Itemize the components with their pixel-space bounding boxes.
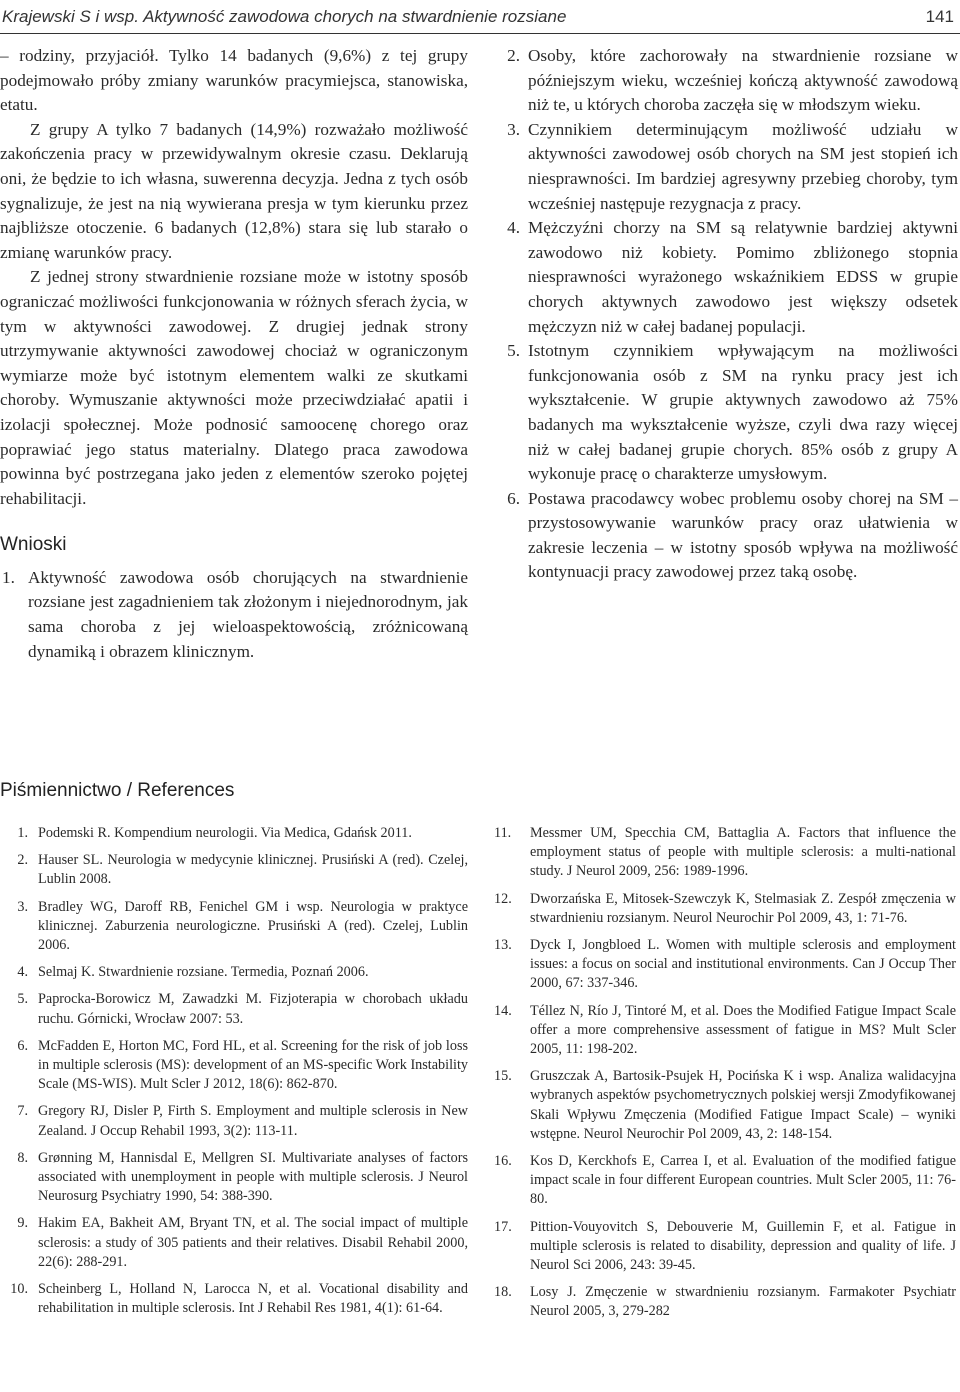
reference-text: Dyck I, Jongbloed L. Women with multiple sclerosis and employment issues: a focus on social and institutional environments. Can J Occup Ther 2000, 67: 337-346. — [530, 937, 956, 992]
conclusion-item — [498, 118, 958, 216]
reference-text: Gregory RJ, Disler P, Firth S. Employment and multiple sclerosis in New Zealand. J Occup Rehabil 1993, 3(2): 113-11. — [38, 1103, 468, 1139]
reference-text: Losy J. Zmęczenie w stwardnieniu rozsianym. Farmakoter Psychiatr Neurol 2005, 3, 279-282 — [530, 1284, 956, 1320]
reference-text: Hakim EA, Bakheit AM, Bryant TN, et al. The social impact of multiple sclerosis: a study of 305 patients and their relatives. Disabil Rehabil 2000, 22(6): 288-291. — [38, 1215, 468, 1270]
reference-number: 12. — [494, 890, 512, 907]
reference-number: 7. — [17, 1103, 28, 1120]
reference-item — [494, 1067, 956, 1144]
conclusion-text: Osoby, które zachorowały na stwardnienie rozsiane w późniejszym wieku, wcześniej kończą aktywność zawodową niż te, u których choroba zaczęła się w młodszym wieku. — [528, 46, 958, 115]
reference-number: 15. — [494, 1068, 512, 1085]
reference-text: Bradley WG, Daroff RB, Fenichel GM i wsp. Neurologia w praktyce klinicznej. Zaburzenia neurologiczne. Prusiński A (red). Czelej, Lublin 2006. — [38, 898, 468, 954]
reference-number: 8. — [17, 1149, 28, 1166]
conclusion-number: 2. — [507, 46, 520, 65]
reference-item — [0, 1102, 468, 1140]
reference-item — [494, 890, 956, 928]
reference-text: McFadden E, Horton MC, Ford HL, et al. Screening for the risk of job loss in multiple sclerosis (MS): development of an MS-specific Work Instability Scale (MS-WIS). Mult Scler J 2012, 18(6): 862-870. — [38, 1037, 468, 1093]
conclusions-list-continued — [498, 44, 958, 585]
reference-number: 9. — [17, 1215, 28, 1232]
reference-item — [494, 936, 956, 994]
conclusion-item — [0, 566, 468, 664]
reference-text: Podemski R. Kompendium neurologii. Via Medica, Gdańsk 2011. — [38, 825, 412, 841]
reference-number: 4. — [17, 964, 28, 981]
conclusion-text: Czynnikiem determinującym możliwość udziału w aktywności zawodowej osób chorych na SM jest stopień ich niesprawności. Im bardziej agresywny przebieg choroby, tym wcześniej następuje rezygnacja z pracy. — [528, 119, 958, 213]
reference-item — [0, 990, 468, 1028]
left-column — [0, 44, 468, 664]
reference-text: Scheinberg L, Holland N, Larocca N, et al. Vocational disability and rehabilitation in multiple sclerosis. Int J Rehabil Res 1981, 4(1): 61-64. — [38, 1281, 468, 1317]
reference-number: 10. — [10, 1281, 28, 1298]
reference-text: Messmer UM, Specchia CM, Battaglia A. Factors that influence the employment status of people with multiple sclerosis: a multi-national study. J Neurol 2009, 256: 1989-1996. — [530, 825, 956, 880]
reference-text: Kos D, Kerckhofs E, Carrea I, et al. Evaluation of the modified fatigue impact scale in four different European countries. Mult Scler 2005, 11: 76-80. — [530, 1153, 956, 1208]
reference-number: 5. — [17, 991, 28, 1008]
reference-item — [494, 1152, 956, 1210]
running-header — [0, 0, 960, 34]
reference-number: 2. — [17, 852, 28, 869]
reference-number: 3. — [17, 898, 28, 915]
reference-text: Grønning M, Hannisdal E, Mellgren SI. Multivariate analyses of factors associated with unemployment in people with multiple sclerosis. J Neurol Neurosurg Psychiatry 1990, 54: 388-390. — [38, 1149, 468, 1205]
reference-text: Gruszczak A, Bartosik-Psujek H, Pocińska K i wsp. Analiza walidacyjna wybranych aspektów psychometrycznych polskiej wersji Zmodyfikowanej Skali Wpływu Zmęczenia (Modified Fatigue Impact Scale) – wyniki wstępne. Neurol Neurochir Pol 2009, 43, 2: 148-154. — [530, 1068, 956, 1142]
reference-number: 14. — [494, 1002, 512, 1019]
reference-item — [0, 1214, 468, 1272]
reference-number: 13. — [494, 937, 512, 954]
reference-item — [0, 1149, 468, 1207]
reference-item — [0, 898, 468, 956]
conclusion-number: 5. — [507, 341, 520, 361]
right-column — [498, 44, 958, 585]
body-paragraph: – rodziny, przyjaciół. Tylko 14 badanych (9,6%) z tej grupy podejmowało próby zmiany warunków pracymiejsca, stanowiska, etatu. — [0, 46, 468, 115]
reference-text: Téllez N, Río J, Tintoré M, et al. Does the Modified Fatigue Impact Scale offer a more comprehensive assessment of fatigue in MS? Mult Scler 2005, 11: 198-202. — [530, 1002, 956, 1058]
reference-text: Pittion-Vouyovitch S, Debouverie M, Guillemin F, et al. Fatigue in multiple sclerosis is related to disability, depression and quality of life. J Neurol Sci 2006, 243: 39-45. — [530, 1218, 956, 1274]
conclusions-list — [0, 566, 468, 664]
reference-item — [0, 1280, 468, 1318]
conclusion-item — [498, 487, 958, 585]
reference-text: Hauser SL. Neurologia w medycynie klinicznej. Prusiński A (red). Czelej, Lublin 2008. — [38, 852, 468, 888]
reference-item — [0, 851, 468, 889]
reference-item — [0, 824, 468, 843]
reference-text: Paprocka-Borowicz M, Zawadzki M. Fizjoterapia w chorobach układu ruchu. Górnicki, Wrocław 2007: 53. — [38, 991, 468, 1027]
conclusion-number: 1. — [2, 567, 15, 587]
conclusion-text: Postawa pracodawcy wobec problemu osoby chorej na SM – przystosowywanie warunków pracy oraz ułatwienia w zakresie leczenia – w istotny sposób wpływa na możliwość kontynuacji pracy zawodowej przez taką osobę. — [528, 488, 958, 582]
conclusion-text: Aktywność zawodowa osób chorujących na stwardnienie rozsiane jest zagadnieniem tak złożonym i niejednorodnym, jak sama choroba z jej wieloaspektowością, zróżnicowaną dynamiką i obrazem klinicznym. — [28, 567, 468, 661]
references-heading: Piśmiennictwo / References — [0, 780, 235, 801]
conclusion-item — [498, 339, 958, 487]
conclusion-text: Istotnym czynnikiem wpływającym na możliwości funkcjonowania osób z SM na rynku pracy jest ich wykształcenie. W grupie aktywnych zawodowo aż 75% badanych ma wykształcenie wyższe, czyli dwa razy więcej niż w całej badanej grupie chorych. 85% osób z grupy A wykonuje pracę o charakterze umysłowym. — [528, 341, 958, 484]
reference-number: 6. — [17, 1037, 28, 1054]
reference-text: Dworzańska E, Mitosek-Szewczyk K, Stelmasiak Z. Zespół zmęczenia w stwardnieniu rozsianym. Neurol Neurochir Pol 2009, 43, 1: 71-76. — [530, 890, 956, 926]
reference-number: 17. — [494, 1218, 512, 1235]
conclusion-text: Mężczyźni chorzy na SM są relatywnie bardziej aktywni zawodowo niż kobiety. Pomimo zbliżonego stopnia niesprawności wyrażonego wskaźnikiem EDSS w grupie chorych aktywnych zawodowo jest większy odsetek mężczyzn niż w całej badanej populacji. — [528, 218, 958, 336]
reference-number: 1. — [17, 825, 28, 841]
reference-item — [0, 963, 468, 982]
reference-item — [494, 1218, 956, 1276]
reference-item — [494, 1283, 956, 1321]
reference-text: Selmaj K. Stwardnienie rozsiane. Termedia, Poznań 2006. — [38, 964, 369, 981]
page-number: 141 — [925, 6, 954, 26]
body-paragraph: Z jednej strony stwardnienie rozsiane może w istotny sposób ograniczać możliwości funkcjonowania w różnych sferach życia, w tym w aktywności zawodowej. Z drugiej jednak strony utrzymywanie aktywności zawodowej chociaż w ograniczonym wymiarze może być istotnym elementem walki ze skutkami choroby. Wymuszanie aktywności może przeciwdziałać apatii i izolacji społecznej. Może podnosić samoocenę chorego oraz poprawiać jego status materialny. Dlatego praca zawodowa powinna być postrzegana jako jeden z elementów szeroko pojętej rehabilitacji. — [0, 267, 468, 508]
conclusion-number: 6. — [507, 488, 520, 508]
conclusion-item — [498, 216, 958, 339]
reference-number: 16. — [494, 1153, 512, 1170]
reference-item — [494, 1002, 956, 1060]
reference-item — [494, 824, 956, 882]
body-paragraph: Z grupy A tylko 7 badanych (14,9%) rozważało możliwość zakończenia pracy w przewidywalnym okresie czasu. Deklarują oni, że będzie to ich własna, suwerenna decyzja. Jedna z tych osób sygnalizuje, że jest na nią wywierana presja w tym kierunku przez najbliższe otoczenie. 6 badanych (12,8%) stara się lub starało o zmianę warunków pracy. — [0, 119, 468, 262]
references-list-left — [0, 824, 468, 1326]
reference-number: 18. — [494, 1284, 512, 1301]
reference-number: 11. — [494, 825, 512, 841]
references-list-right — [494, 824, 956, 1330]
conclusions-heading: Wnioski — [0, 534, 67, 556]
conclusion-number: 3. — [507, 119, 520, 139]
conclusion-item — [498, 44, 958, 118]
conclusion-number: 4. — [507, 218, 520, 238]
reference-item — [0, 1037, 468, 1095]
running-title: Krajewski S i wsp. Aktywność zawodowa chorych na stwardnienie rozsiane — [2, 6, 567, 26]
